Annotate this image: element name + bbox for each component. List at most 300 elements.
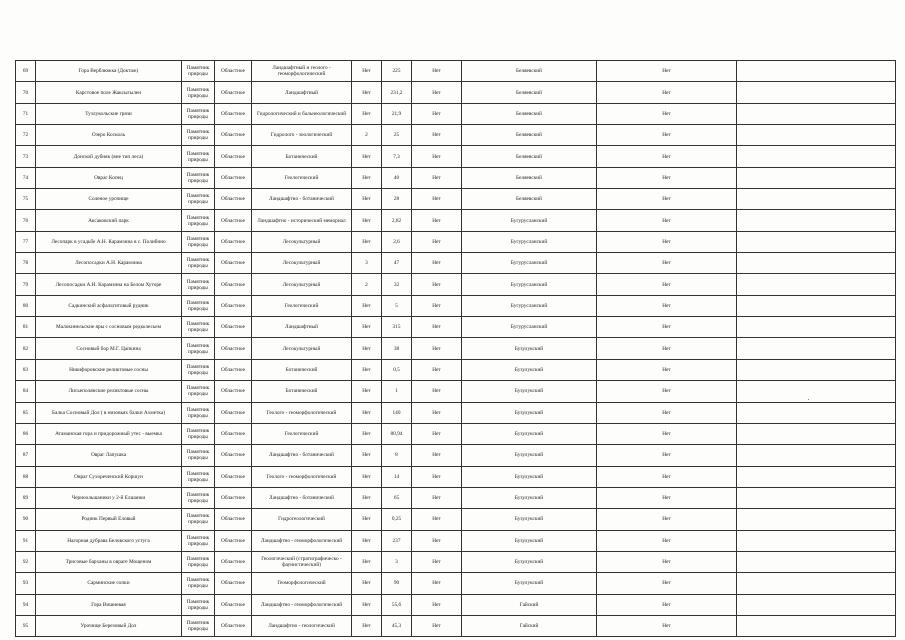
protected-zone-cell: Нет bbox=[352, 295, 382, 316]
empty-cell bbox=[737, 317, 896, 338]
area-cell: 2,82 bbox=[382, 210, 412, 231]
district-cell: Гайский bbox=[462, 594, 597, 615]
profile-cell: Геоморфологический bbox=[252, 573, 352, 594]
protected-zone-cell: Нет bbox=[352, 381, 382, 402]
profile-cell: Геологический bbox=[252, 423, 352, 444]
empty-cell bbox=[737, 146, 896, 167]
district-cell: Бузулукский bbox=[462, 573, 597, 594]
significance-level-cell: Областное bbox=[215, 487, 252, 508]
row-number-cell: 76 bbox=[16, 210, 36, 231]
significance-level-cell: Областное bbox=[215, 189, 252, 210]
name-cell: Овраг Лапушка bbox=[36, 445, 182, 466]
cadastral-cell: Нет bbox=[412, 295, 462, 316]
note-cell: Нет bbox=[597, 274, 737, 295]
table-row bbox=[16, 210, 896, 231]
significance-level-cell: Областное bbox=[215, 615, 252, 636]
category-cell: Памятник природы bbox=[182, 509, 215, 530]
row-number-cell: 88 bbox=[16, 466, 36, 487]
table-row bbox=[16, 103, 896, 124]
profile-cell: Лесокультурный bbox=[252, 253, 352, 274]
table-row bbox=[16, 445, 896, 466]
area-cell: 3 bbox=[382, 551, 412, 572]
district-cell: Беляевский bbox=[462, 125, 597, 146]
district-cell: Бузулукский bbox=[462, 381, 597, 402]
table-row bbox=[16, 487, 896, 508]
area-cell: 7,3 bbox=[382, 146, 412, 167]
significance-level-cell: Областное bbox=[215, 146, 252, 167]
empty-cell bbox=[737, 402, 896, 423]
category-cell: Памятник природы bbox=[182, 594, 215, 615]
table-row bbox=[16, 359, 896, 380]
district-cell: Бугурусланский bbox=[462, 231, 597, 252]
profile-cell: Ландшафтный bbox=[252, 82, 352, 103]
table-row bbox=[16, 82, 896, 103]
protected-zone-cell: Нет bbox=[352, 509, 382, 530]
protected-zone-cell: Нет bbox=[352, 402, 382, 423]
note-cell: Нет bbox=[597, 210, 737, 231]
significance-level-cell: Областное bbox=[215, 338, 252, 359]
name-cell: Аксаковский парк bbox=[36, 210, 182, 231]
note-cell: Нет bbox=[597, 381, 737, 402]
table-row bbox=[16, 594, 896, 615]
protected-zone-cell: Нет bbox=[352, 210, 382, 231]
cadastral-cell: Нет bbox=[412, 82, 462, 103]
district-cell: Бузулукский bbox=[462, 423, 597, 444]
table-body bbox=[16, 61, 896, 637]
empty-cell bbox=[737, 615, 896, 636]
note-cell: Нет bbox=[597, 551, 737, 572]
district-cell: Беляевский bbox=[462, 82, 597, 103]
protected-zone-cell: Нет bbox=[352, 573, 382, 594]
empty-cell bbox=[737, 167, 896, 188]
significance-level-cell: Областное bbox=[215, 466, 252, 487]
profile-cell: Лесокультурный bbox=[252, 274, 352, 295]
cadastral-cell: Нет bbox=[412, 573, 462, 594]
significance-level-cell: Областное bbox=[215, 61, 252, 82]
row-number-cell: 84 bbox=[16, 381, 36, 402]
row-number-cell: 75 bbox=[16, 189, 36, 210]
name-cell: Трисовые барханы в овраге Мощеном bbox=[36, 551, 182, 572]
name-cell: Карстовое поле Жаксыгылен bbox=[36, 82, 182, 103]
area-cell: 40 bbox=[382, 167, 412, 188]
protected-zone-cell: Нет bbox=[352, 317, 382, 338]
significance-level-cell: Областное bbox=[215, 509, 252, 530]
name-cell: Овраг Копец bbox=[36, 167, 182, 188]
profile-cell: Геологический bbox=[252, 167, 352, 188]
area-cell: 21,9 bbox=[382, 103, 412, 124]
category-cell: Памятник природы bbox=[182, 210, 215, 231]
area-cell: 237 bbox=[382, 530, 412, 551]
name-cell: Гора Вишневая bbox=[36, 594, 182, 615]
empty-cell bbox=[737, 445, 896, 466]
area-cell: 8 bbox=[382, 445, 412, 466]
category-cell: Памятник природы bbox=[182, 573, 215, 594]
empty-cell bbox=[737, 573, 896, 594]
district-cell: Бузулукский bbox=[462, 487, 597, 508]
name-cell: Никифоровские реликтовые сосны bbox=[36, 359, 182, 380]
cadastral-cell: Нет bbox=[412, 381, 462, 402]
profile-cell: Лесокультурный bbox=[252, 231, 352, 252]
profile-cell: Геологический bbox=[252, 295, 352, 316]
profile-cell: Ландшафтный и геолого - геоморфологический bbox=[252, 61, 352, 82]
table-row bbox=[16, 402, 896, 423]
name-cell: Сарминские сопки bbox=[36, 573, 182, 594]
significance-level-cell: Областное bbox=[215, 594, 252, 615]
table-row bbox=[16, 573, 896, 594]
profile-cell: Ландшафтно - исторический мемориал bbox=[252, 210, 352, 231]
table-row bbox=[16, 381, 896, 402]
protected-zone-cell: Нет bbox=[352, 338, 382, 359]
row-number-cell: 73 bbox=[16, 146, 36, 167]
note-cell: Нет bbox=[597, 615, 737, 636]
significance-level-cell: Областное bbox=[215, 253, 252, 274]
profile-cell: Ботанический bbox=[252, 381, 352, 402]
protected-zone-cell: Нет bbox=[352, 530, 382, 551]
note-cell: Нет bbox=[597, 530, 737, 551]
area-cell: 0,5 bbox=[382, 359, 412, 380]
table-row bbox=[16, 317, 896, 338]
significance-level-cell: Областное bbox=[215, 423, 252, 444]
cadastral-cell: Нет bbox=[412, 253, 462, 274]
row-number-cell: 83 bbox=[16, 359, 36, 380]
empty-cell bbox=[737, 423, 896, 444]
cadastral-cell: Нет bbox=[412, 509, 462, 530]
table-row bbox=[16, 295, 896, 316]
protected-zone-cell: Нет bbox=[352, 487, 382, 508]
profile-cell: Ботанический bbox=[252, 146, 352, 167]
empty-cell bbox=[737, 61, 896, 82]
row-number-cell: 74 bbox=[16, 167, 36, 188]
category-cell: Памятник природы bbox=[182, 274, 215, 295]
district-cell: Беляевский bbox=[462, 189, 597, 210]
table-row bbox=[16, 423, 896, 444]
row-number-cell: 70 bbox=[16, 82, 36, 103]
note-cell: Нет bbox=[597, 402, 737, 423]
protected-zone-cell: Нет bbox=[352, 594, 382, 615]
district-cell: Бузулукский bbox=[462, 530, 597, 551]
significance-level-cell: Областное bbox=[215, 530, 252, 551]
area-cell: 14 bbox=[382, 466, 412, 487]
significance-level-cell: Областное bbox=[215, 359, 252, 380]
name-cell: Овраг Сухореченский Коршун bbox=[36, 466, 182, 487]
category-cell: Памятник природы bbox=[182, 253, 215, 274]
row-number-cell: 71 bbox=[16, 103, 36, 124]
significance-level-cell: Областное bbox=[215, 167, 252, 188]
protected-zone-cell: Нет bbox=[352, 231, 382, 252]
profile-cell: Ботанический bbox=[252, 359, 352, 380]
significance-level-cell: Областное bbox=[215, 317, 252, 338]
protected-zone-cell: Нет bbox=[352, 423, 382, 444]
row-number-cell: 72 bbox=[16, 125, 36, 146]
protected-zone-cell: 3 bbox=[352, 253, 382, 274]
row-number-cell: 91 bbox=[16, 530, 36, 551]
protected-zone-cell: 2 bbox=[352, 274, 382, 295]
table-row bbox=[16, 615, 896, 636]
cadastral-cell: Нет bbox=[412, 274, 462, 295]
empty-cell bbox=[737, 231, 896, 252]
district-cell: Бузулукский bbox=[462, 466, 597, 487]
significance-level-cell: Областное bbox=[215, 445, 252, 466]
cadastral-cell: Нет bbox=[412, 189, 462, 210]
row-number-cell: 81 bbox=[16, 317, 36, 338]
name-cell: Тузлукольские грязи bbox=[36, 103, 182, 124]
protected-zone-cell: 2 bbox=[352, 125, 382, 146]
cadastral-cell: Нет bbox=[412, 615, 462, 636]
empty-cell bbox=[737, 338, 896, 359]
protected-zone-cell: Нет bbox=[352, 359, 382, 380]
name-cell: Малокинельские яры с сосновым редколесьем bbox=[36, 317, 182, 338]
note-cell: Нет bbox=[597, 253, 737, 274]
name-cell: Лесопарк в усадьбе А.Н. Карамзина в с. Полибино bbox=[36, 231, 182, 252]
empty-cell bbox=[737, 274, 896, 295]
area-cell: 25 bbox=[382, 125, 412, 146]
name-cell: Черноольшаники у 2-й Елшанки bbox=[36, 487, 182, 508]
name-cell: Балка Сосновый Дол ( в низовьях балки Ахметка) bbox=[36, 402, 182, 423]
empty-cell bbox=[737, 125, 896, 146]
name-cell: Лисьеполянские реликтовые сосны bbox=[36, 381, 182, 402]
significance-level-cell: Областное bbox=[215, 402, 252, 423]
area-cell: 5 bbox=[382, 295, 412, 316]
district-cell: Беляевский bbox=[462, 61, 597, 82]
table-row bbox=[16, 167, 896, 188]
row-number-cell: 93 bbox=[16, 573, 36, 594]
cadastral-cell: Нет bbox=[412, 231, 462, 252]
name-cell: Сосновый бор М.Г. Цапкина bbox=[36, 338, 182, 359]
area-cell: 90 bbox=[382, 573, 412, 594]
district-cell: Бугурусланский bbox=[462, 274, 597, 295]
cadastral-cell: Нет bbox=[412, 103, 462, 124]
row-number-cell: 69 bbox=[16, 61, 36, 82]
protected-zone-cell: Нет bbox=[352, 167, 382, 188]
note-cell: Нет bbox=[597, 487, 737, 508]
significance-level-cell: Областное bbox=[215, 103, 252, 124]
category-cell: Памятник природы bbox=[182, 146, 215, 167]
category-cell: Памятник природы bbox=[182, 530, 215, 551]
district-cell: Бузулукский bbox=[462, 402, 597, 423]
category-cell: Памятник природы bbox=[182, 551, 215, 572]
note-cell: Нет bbox=[597, 295, 737, 316]
significance-level-cell: Областное bbox=[215, 231, 252, 252]
row-number-cell: 85 bbox=[16, 402, 36, 423]
name-cell: Урочище Березовый Дол bbox=[36, 615, 182, 636]
note-cell: Нет bbox=[597, 231, 737, 252]
note-cell: Нет bbox=[597, 146, 737, 167]
row-number-cell: 92 bbox=[16, 551, 36, 572]
cadastral-cell: Нет bbox=[412, 402, 462, 423]
district-cell: Бузулукский bbox=[462, 359, 597, 380]
note-cell: Нет bbox=[597, 359, 737, 380]
row-number-cell: 77 bbox=[16, 231, 36, 252]
cadastral-cell: Нет bbox=[412, 594, 462, 615]
cadastral-cell: Нет bbox=[412, 210, 462, 231]
significance-level-cell: Областное bbox=[215, 274, 252, 295]
area-cell: 315 bbox=[382, 317, 412, 338]
table-row bbox=[16, 146, 896, 167]
area-cell: 0,25 bbox=[382, 509, 412, 530]
significance-level-cell: Областное bbox=[215, 295, 252, 316]
row-number-cell: 80 bbox=[16, 295, 36, 316]
row-number-cell: 95 bbox=[16, 615, 36, 636]
area-cell: 28 bbox=[382, 189, 412, 210]
row-number-cell: 87 bbox=[16, 445, 36, 466]
note-cell: Нет bbox=[597, 189, 737, 210]
cadastral-cell: Нет bbox=[412, 530, 462, 551]
protected-zone-cell: Нет bbox=[352, 466, 382, 487]
area-cell: 1 bbox=[382, 381, 412, 402]
protected-zone-cell: Нет bbox=[352, 61, 382, 82]
protected-zone-cell: Нет bbox=[352, 615, 382, 636]
empty-cell bbox=[737, 594, 896, 615]
area-cell: 32 bbox=[382, 274, 412, 295]
category-cell: Памятник природы bbox=[182, 615, 215, 636]
cadastral-cell: Нет bbox=[412, 551, 462, 572]
category-cell: Памятник природы bbox=[182, 381, 215, 402]
profile-cell: Ландшафтно - ботанический bbox=[252, 487, 352, 508]
cadastral-cell: Нет bbox=[412, 445, 462, 466]
row-number-cell: 90 bbox=[16, 509, 36, 530]
name-cell: Лесопосадки А.Н. Карамзина на Белом Хуторе bbox=[36, 274, 182, 295]
cadastral-cell: Нет bbox=[412, 61, 462, 82]
district-cell: Бузулукский bbox=[462, 551, 597, 572]
protected-zone-cell: Нет bbox=[352, 103, 382, 124]
category-cell: Памятник природы bbox=[182, 317, 215, 338]
area-cell: 225 bbox=[382, 61, 412, 82]
area-cell: 38 bbox=[382, 338, 412, 359]
table-row bbox=[16, 231, 896, 252]
category-cell: Памятник природы bbox=[182, 487, 215, 508]
table-row bbox=[16, 530, 896, 551]
row-number-cell: 86 bbox=[16, 423, 36, 444]
note-cell: Нет bbox=[597, 423, 737, 444]
district-cell: Бузулукский bbox=[462, 445, 597, 466]
note-cell: Нет bbox=[597, 125, 737, 146]
name-cell: Донской дубняк (вне тип леса) bbox=[36, 146, 182, 167]
note-cell: Нет bbox=[597, 167, 737, 188]
name-cell: Озеро Косколь bbox=[36, 125, 182, 146]
cadastral-cell: Нет bbox=[412, 317, 462, 338]
district-cell: Бугурусланский bbox=[462, 210, 597, 231]
cadastral-cell: Нет bbox=[412, 167, 462, 188]
protected-zone-cell: Нет bbox=[352, 445, 382, 466]
profile-cell: Лесокультурный bbox=[252, 338, 352, 359]
name-cell: Гора Верблюжка (Доктаж) bbox=[36, 61, 182, 82]
protected-zone-cell: Нет bbox=[352, 551, 382, 572]
protected-zone-cell: Нет bbox=[352, 82, 382, 103]
district-cell: Бугурусланский bbox=[462, 295, 597, 316]
row-number-cell: 89 bbox=[16, 487, 36, 508]
table-row bbox=[16, 61, 896, 82]
name-cell: Нагорная дубрава Беловского устуга bbox=[36, 530, 182, 551]
area-cell: 231,2 bbox=[382, 82, 412, 103]
table-row bbox=[16, 125, 896, 146]
note-cell: Нет bbox=[597, 509, 737, 530]
category-cell: Памятник природы bbox=[182, 359, 215, 380]
significance-level-cell: Областное bbox=[215, 125, 252, 146]
cadastral-cell: Нет bbox=[412, 338, 462, 359]
natural-monuments-table bbox=[15, 60, 896, 637]
cadastral-cell: Нет bbox=[412, 146, 462, 167]
table-row bbox=[16, 253, 896, 274]
name-cell: Родник Первый Еловый bbox=[36, 509, 182, 530]
category-cell: Памятник природы bbox=[182, 103, 215, 124]
district-cell: Бузулукский bbox=[462, 338, 597, 359]
district-cell: Бузулукский bbox=[462, 509, 597, 530]
empty-cell bbox=[737, 189, 896, 210]
empty-cell bbox=[737, 381, 896, 402]
significance-level-cell: Областное bbox=[215, 573, 252, 594]
area-cell: 65 bbox=[382, 487, 412, 508]
note-cell: Нет bbox=[597, 61, 737, 82]
empty-cell bbox=[737, 487, 896, 508]
cadastral-cell: Нет bbox=[412, 125, 462, 146]
significance-level-cell: Областное bbox=[215, 82, 252, 103]
table-row bbox=[16, 189, 896, 210]
note-cell: Нет bbox=[597, 103, 737, 124]
profile-cell: Гидролого - зоологический bbox=[252, 125, 352, 146]
district-cell: Бугурусланский bbox=[462, 317, 597, 338]
note-cell: Нет bbox=[597, 594, 737, 615]
district-cell: Бугурусланский bbox=[462, 253, 597, 274]
row-number-cell: 82 bbox=[16, 338, 36, 359]
empty-cell bbox=[737, 509, 896, 530]
cadastral-cell: Нет bbox=[412, 487, 462, 508]
category-cell: Памятник природы bbox=[182, 82, 215, 103]
protected-zone-cell: Нет bbox=[352, 189, 382, 210]
note-cell: Нет bbox=[597, 573, 737, 594]
cadastral-cell: Нет bbox=[412, 466, 462, 487]
note-cell: Нет bbox=[597, 317, 737, 338]
empty-cell bbox=[737, 103, 896, 124]
category-cell: Памятник природы bbox=[182, 295, 215, 316]
name-cell: Атаманская гора и придорожный утес - выемка bbox=[36, 423, 182, 444]
profile-cell: Гидрологический и бальнеологический bbox=[252, 103, 352, 124]
empty-cell bbox=[737, 210, 896, 231]
category-cell: Памятник природы bbox=[182, 423, 215, 444]
note-cell: Нет bbox=[597, 466, 737, 487]
profile-cell: Ландшафтно - ботанический bbox=[252, 189, 352, 210]
category-cell: Памятник природы bbox=[182, 61, 215, 82]
category-cell: Памятник природы bbox=[182, 338, 215, 359]
profile-cell: Ландшафтно - ботанический bbox=[252, 445, 352, 466]
row-number-cell: 79 bbox=[16, 274, 36, 295]
table-row bbox=[16, 466, 896, 487]
district-cell: Беляевский bbox=[462, 146, 597, 167]
note-cell: Нет bbox=[597, 338, 737, 359]
significance-level-cell: Областное bbox=[215, 551, 252, 572]
note-cell: Нет bbox=[597, 445, 737, 466]
significance-level-cell: Областное bbox=[215, 381, 252, 402]
row-number-cell: 78 bbox=[16, 253, 36, 274]
empty-cell bbox=[737, 359, 896, 380]
name-cell: Садкинский асфальтитовый рудник bbox=[36, 295, 182, 316]
area-cell: 55,6 bbox=[382, 594, 412, 615]
empty-cell bbox=[737, 295, 896, 316]
profile-cell: Геолого - геоморфологический bbox=[252, 466, 352, 487]
protected-zone-cell: Нет bbox=[352, 146, 382, 167]
area-cell: 80,94 bbox=[382, 423, 412, 444]
profile-cell: Ландшафтно - геоморфологический bbox=[252, 594, 352, 615]
empty-cell bbox=[737, 466, 896, 487]
area-cell: 140 bbox=[382, 402, 412, 423]
profile-cell: Ландшафтно - геологический bbox=[252, 615, 352, 636]
table-row bbox=[16, 509, 896, 530]
scan-speck bbox=[808, 399, 809, 400]
cadastral-cell: Нет bbox=[412, 423, 462, 444]
cadastral-cell: Нет bbox=[412, 359, 462, 380]
empty-cell bbox=[737, 253, 896, 274]
profile-cell: Гидрогеологический bbox=[252, 509, 352, 530]
profile-cell: Ландшафтно - геоморфологический bbox=[252, 530, 352, 551]
